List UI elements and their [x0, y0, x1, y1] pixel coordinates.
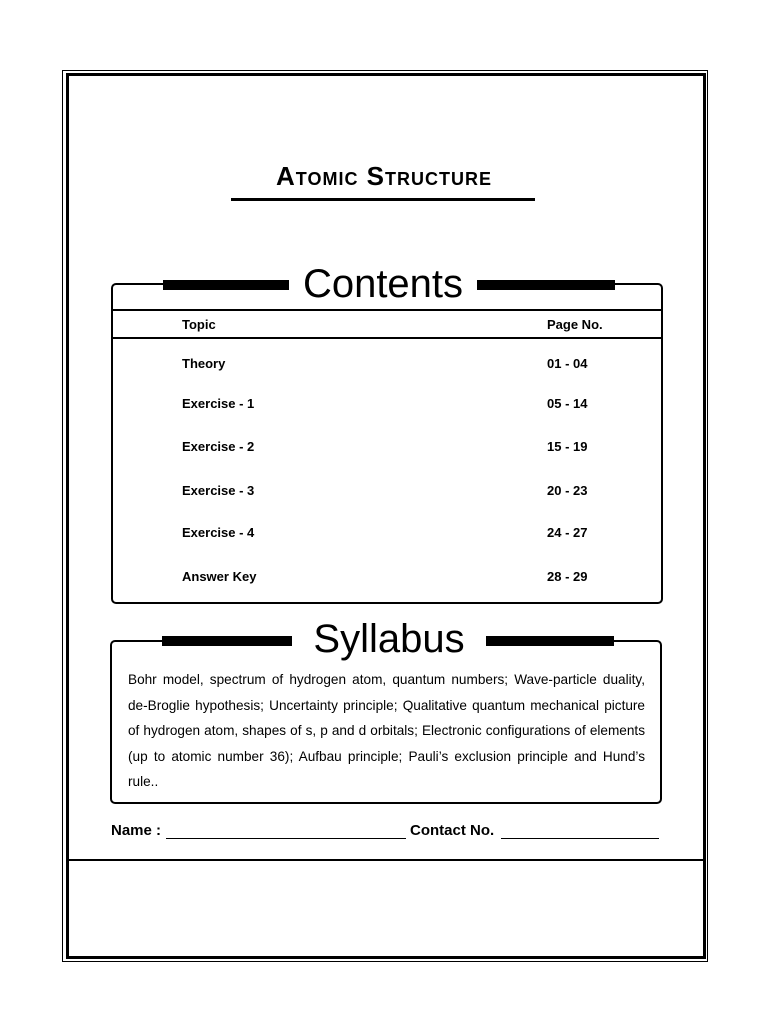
document-title: Atomic Structure: [276, 161, 492, 191]
row-page: 01 - 04: [547, 356, 588, 371]
column-header-page: Page No.: [547, 317, 603, 332]
row-topic: Exercise - 2: [182, 439, 255, 454]
row-topic: Theory: [182, 356, 226, 371]
contact-label: Contact No.: [410, 822, 495, 839]
row-topic: Exercise - 3: [182, 483, 255, 498]
row-page: 05 - 14: [547, 396, 588, 411]
row-page: 28 - 29: [547, 569, 588, 584]
table-top-rule: [113, 309, 661, 311]
row-page: 20 - 23: [547, 483, 588, 498]
row-topic: Exercise - 1: [182, 396, 255, 411]
column-header-topic: Topic: [182, 317, 216, 332]
row-page: 24 - 27: [547, 525, 588, 540]
table-header-rule: [113, 337, 661, 339]
name-field-line[interactable]: [166, 838, 406, 839]
contents-heading: Contents: [289, 264, 477, 304]
footer-divider: [66, 859, 706, 861]
row-topic: Answer Key: [182, 569, 257, 584]
title-underline: [231, 198, 535, 201]
syllabus-heading: Syllabus: [292, 619, 486, 659]
contact-field-line[interactable]: [501, 838, 659, 839]
syllabus-text: Bohr model, spectrum of hydrogen atom, quantum numbers; Wave-particle duality, de-Broglie hypothesis; Uncertainty principle; Qualitative quantum mechanical picture of hydrogen atom, shapes of s, p and d orbitals; Electronic configurations of elements (up to atomic number 36); Aufbau principle; Pauli’s exclusion principle and Hund’s rule..: [128, 672, 645, 790]
row-page: 15 - 19: [547, 439, 588, 454]
name-label: Name :: [111, 822, 162, 839]
row-topic: Exercise - 4: [182, 525, 255, 540]
